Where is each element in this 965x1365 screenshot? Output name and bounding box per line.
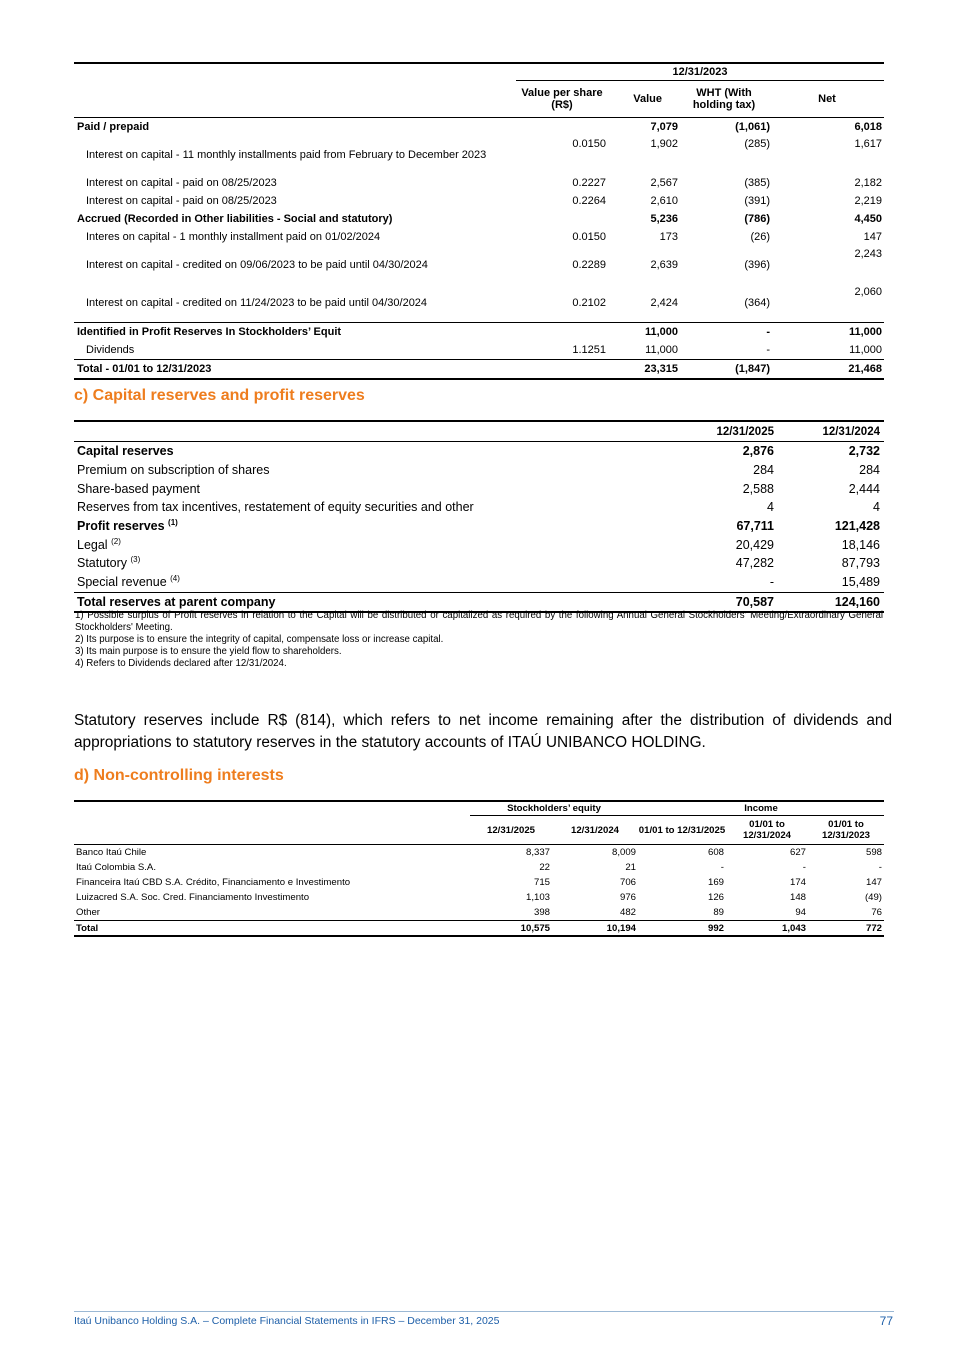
cell-wht: (786)	[744, 213, 770, 225]
row-label-cell	[74, 535, 674, 554]
cell-value: 70,587	[674, 592, 778, 612]
cell-value: 772	[808, 921, 884, 937]
table-header-row	[74, 816, 884, 845]
cell-value: 87,793	[841, 556, 880, 571]
row-label: Interest on capital - paid on 08/25/2023	[86, 195, 277, 207]
cell-value: (49)	[864, 892, 882, 903]
footer-divider	[74, 1311, 894, 1312]
row-label: Premium on subscription of shares	[77, 463, 270, 478]
cell-value: 7,079	[650, 121, 678, 133]
table-row	[74, 905, 884, 921]
cell-value: 1,043	[726, 921, 808, 937]
net-header: Net	[770, 81, 884, 118]
table-row	[74, 535, 884, 554]
row-label: Banco Itaú Chile	[76, 847, 147, 858]
cell-value: 22	[539, 862, 550, 873]
cell-net: 147	[863, 231, 882, 243]
table-row	[74, 890, 884, 905]
cell-wht: (391)	[744, 195, 770, 207]
row-label: Profit reserves	[77, 519, 165, 534]
cell-value: 598	[865, 847, 882, 858]
cell-vps: 1.1251	[572, 344, 606, 356]
table-header-row	[74, 421, 884, 442]
cell-value: 76	[871, 907, 882, 918]
cell-value: 126	[707, 892, 724, 903]
cell-value: 47,282	[735, 556, 774, 571]
cell-value: 10,575	[470, 921, 552, 937]
table-row	[74, 860, 884, 875]
cell-value: 284	[859, 463, 880, 478]
total-row	[74, 360, 884, 380]
row-label: Capital reserves	[77, 444, 174, 459]
row-label: Interest on capital - credited on 09/06/2023 to be paid until 04/30/2024	[86, 259, 428, 271]
table-group-header-row	[74, 801, 884, 816]
cell-value: 2,424	[650, 297, 678, 309]
cell-value: 976	[619, 892, 636, 903]
cell-vps: 0.2289	[572, 259, 606, 271]
non-controlling-interests-table	[74, 800, 884, 937]
col-header: 01/01 to 12/31/2023	[808, 816, 884, 845]
cell-value: -	[878, 862, 882, 873]
col-header-2025: 12/31/2025	[674, 421, 778, 442]
cell-value: 482	[619, 907, 636, 918]
cell-value: 148	[789, 892, 806, 903]
row-label: Share-based payment	[77, 481, 200, 496]
value-header: Value	[608, 81, 678, 118]
col-header: 01/01 to 12/31/2024	[726, 816, 808, 845]
table-row	[74, 192, 884, 210]
cell-value: 4	[767, 500, 774, 515]
cell-value: 124,160	[778, 592, 884, 612]
row-label: Reserves from tax incentives, restatement of equity securities and other	[77, 500, 474, 515]
cell-net: 1,617	[854, 138, 882, 150]
table-row	[74, 461, 884, 480]
cell-value: 67,711	[736, 519, 774, 534]
row-label: Interest on capital - paid on 08/25/2023	[86, 177, 277, 189]
row-label: Total reserves at parent company	[74, 592, 674, 612]
cell-value: 169	[707, 877, 724, 888]
table-row	[74, 284, 884, 323]
cell-wht: (26)	[750, 231, 770, 243]
col-header: 01/01 to 12/31/2025	[638, 816, 726, 845]
footnote-ref: (1)	[168, 517, 178, 527]
cell-value: 21	[625, 862, 636, 873]
table-row	[74, 174, 884, 192]
capital-reserves-table	[74, 420, 884, 613]
footnote-ref: (4)	[170, 574, 180, 583]
table-row	[74, 341, 884, 360]
cell-wht: (385)	[744, 177, 770, 189]
footnotes	[75, 610, 883, 670]
cell-wht: (1,847)	[678, 360, 770, 380]
table-header-row	[74, 63, 884, 81]
cell-vps: 0.2227	[572, 177, 606, 189]
cell-value: -	[769, 575, 774, 590]
cell-value: 992	[638, 921, 726, 937]
cell-value: 2,639	[650, 259, 678, 271]
table-row	[74, 442, 884, 461]
row-label-cell	[74, 517, 674, 536]
cell-wht: (396)	[744, 259, 770, 271]
row-label-cell	[74, 573, 674, 592]
cell-value: 715	[533, 877, 550, 888]
cell-value: 608	[707, 847, 724, 858]
footnote: 3) Its main purpose is to ensure the yield flow to shareholders.	[75, 646, 342, 657]
table-row	[74, 246, 884, 284]
interest-on-capital-table	[74, 62, 884, 380]
cell-value: 2,567	[650, 177, 678, 189]
total-row	[74, 592, 884, 612]
row-label: Financeira Itaú CBD S.A. Crédito, Financiamento e Investimento	[76, 877, 351, 888]
table-row	[74, 517, 884, 536]
section-d-title: d) Non-controlling interests	[74, 767, 284, 784]
cell-value: 627	[789, 847, 806, 858]
col-header-2024: 12/31/2024	[778, 421, 884, 442]
cell-value: 2,876	[742, 444, 774, 459]
col-header: 12/31/2025	[470, 816, 552, 845]
table-row	[74, 845, 884, 861]
cell-value: 8,009	[611, 847, 636, 858]
cell-value: 2,610	[650, 195, 678, 207]
cell-value: 11,000	[645, 344, 678, 356]
table-row	[74, 118, 884, 137]
row-label: Paid / prepaid	[77, 121, 150, 133]
row-label: Interes on capital - 1 monthly installment paid on 01/02/2024	[86, 231, 381, 243]
cell-vps: 0.2264	[572, 195, 606, 207]
cell-value: 1,902	[650, 138, 678, 150]
cell-net: 4,450	[854, 213, 882, 225]
cell-wht: (364)	[744, 297, 770, 309]
group-header-income: Income	[638, 801, 884, 816]
cell-value: 8,337	[525, 847, 550, 858]
cell-value: 121,428	[834, 519, 880, 534]
footnote-ref: (3)	[130, 555, 141, 565]
row-label: Itaú Colombia S.A.	[76, 862, 156, 873]
cell-value: 10,194	[552, 921, 638, 937]
col-header: 12/31/2024	[552, 816, 638, 845]
cell-net: 2,182	[854, 177, 882, 189]
cell-value: 706	[619, 877, 636, 888]
table-row	[74, 323, 884, 342]
cell-value: 89	[713, 907, 724, 918]
total-row	[74, 921, 884, 937]
cell-value: 1,103	[525, 892, 550, 903]
cell-wht: (1,061)	[735, 121, 770, 133]
cell-value: 174	[789, 877, 806, 888]
cell-value: 20,429	[735, 537, 774, 552]
cell-value: 23,315	[608, 360, 678, 380]
cell-wht: (285)	[744, 138, 770, 150]
row-label: Legal	[77, 537, 108, 552]
row-label: Other	[76, 907, 100, 918]
footer-text: Itaú Unibanco Holding S.A. – Complete Financial Statements in IFRS – December 31, 2025	[74, 1315, 500, 1327]
table-row	[74, 573, 884, 592]
cell-vps: 0.0150	[572, 138, 606, 150]
table-row	[74, 210, 884, 228]
cell-value: 2,444	[848, 481, 880, 496]
row-label: Interest on capital - 11 monthly installments paid from February to December 2023	[86, 148, 487, 161]
cell-value: -	[802, 862, 806, 873]
row-label: Identified in Profit Reserves In Stockholders’ Equit	[74, 323, 516, 342]
cell-value: 94	[795, 907, 806, 918]
footnote: 2) Its purpose is to ensure the integrity of capital, compensate loss or increase capital.	[75, 634, 444, 645]
period-header: 12/31/2023	[516, 63, 884, 81]
cell-value: 147	[865, 877, 882, 888]
cell-net: 6,018	[854, 121, 882, 133]
footnote: 4) Refers to Dividends declared after 12/31/2024.	[75, 658, 287, 669]
cell-vps: 0.0150	[572, 231, 606, 243]
cell-value: 2,732	[848, 444, 880, 459]
wht-header: WHT (With holding tax)	[678, 81, 770, 118]
cell-wht: -	[766, 344, 770, 356]
row-label: Accrued (Recorded in Other liabilities - Social and statutory)	[77, 213, 393, 225]
footnote-ref: (2)	[111, 536, 121, 546]
group-header-equity: Stockholders’ equity	[470, 801, 638, 816]
table-row	[74, 228, 884, 246]
cell-net: 21,468	[770, 360, 884, 380]
row-label: Interest on capital - credited on 11/24/2023 to be paid until 04/30/2024	[86, 297, 428, 309]
statutory-paragraph: Statutory reserves include R$ (814), which refers to net income remaining after the distribution of dividends and appropriations to statutory reserves in the statutory accounts of ITAÚ UNIBANCO HOLDING.	[74, 712, 892, 751]
row-label-cell	[74, 554, 674, 573]
row-label: Dividends	[86, 344, 135, 356]
cell-value: 173	[659, 231, 678, 243]
cell-value: 4	[873, 500, 880, 515]
table-row	[74, 136, 884, 174]
row-label: Statutory	[77, 556, 128, 571]
cell-net: 11,000	[849, 344, 882, 356]
cell-value: 15,489	[841, 575, 880, 590]
cell-value: 284	[753, 463, 774, 478]
table-row	[74, 498, 884, 517]
cell-net: 2,219	[854, 195, 882, 207]
cell-net: 2,060	[854, 286, 882, 298]
row-label: Total	[74, 921, 470, 937]
cell-wht: -	[678, 323, 770, 342]
cell-value: 2,588	[742, 481, 774, 496]
footnote: 1) Possible surplus of Profit reserves in relation to the Capital will be distributed or capitalized as required by the following Annual General Stockholders' Meeting/Extraordinary General Stockholders' Meeting.	[75, 610, 883, 633]
cell-value: 18,146	[841, 537, 880, 552]
cell-net: 2,243	[854, 248, 882, 260]
row-label: Total - 01/01 to 12/31/2023	[74, 360, 516, 380]
row-label: Special revenue	[77, 575, 167, 590]
table-row	[74, 875, 884, 890]
table-header-row	[74, 81, 884, 118]
row-label: Luizacred S.A. Soc. Cred. Financiamento Investimento	[76, 892, 310, 903]
value-per-share-header: Value per share (R$)	[516, 81, 608, 118]
cell-vps: 0.2102	[572, 297, 606, 309]
page-number: 77	[879, 1314, 893, 1328]
cell-value: -	[720, 862, 724, 873]
cell-value: 5,236	[650, 213, 678, 225]
cell-net: 11,000	[770, 323, 884, 342]
cell-value: 11,000	[608, 323, 678, 342]
table-row	[74, 479, 884, 498]
table-row	[74, 554, 884, 573]
section-c-title: c) Capital reserves and profit reserves	[74, 387, 365, 404]
cell-value: 398	[533, 907, 550, 918]
